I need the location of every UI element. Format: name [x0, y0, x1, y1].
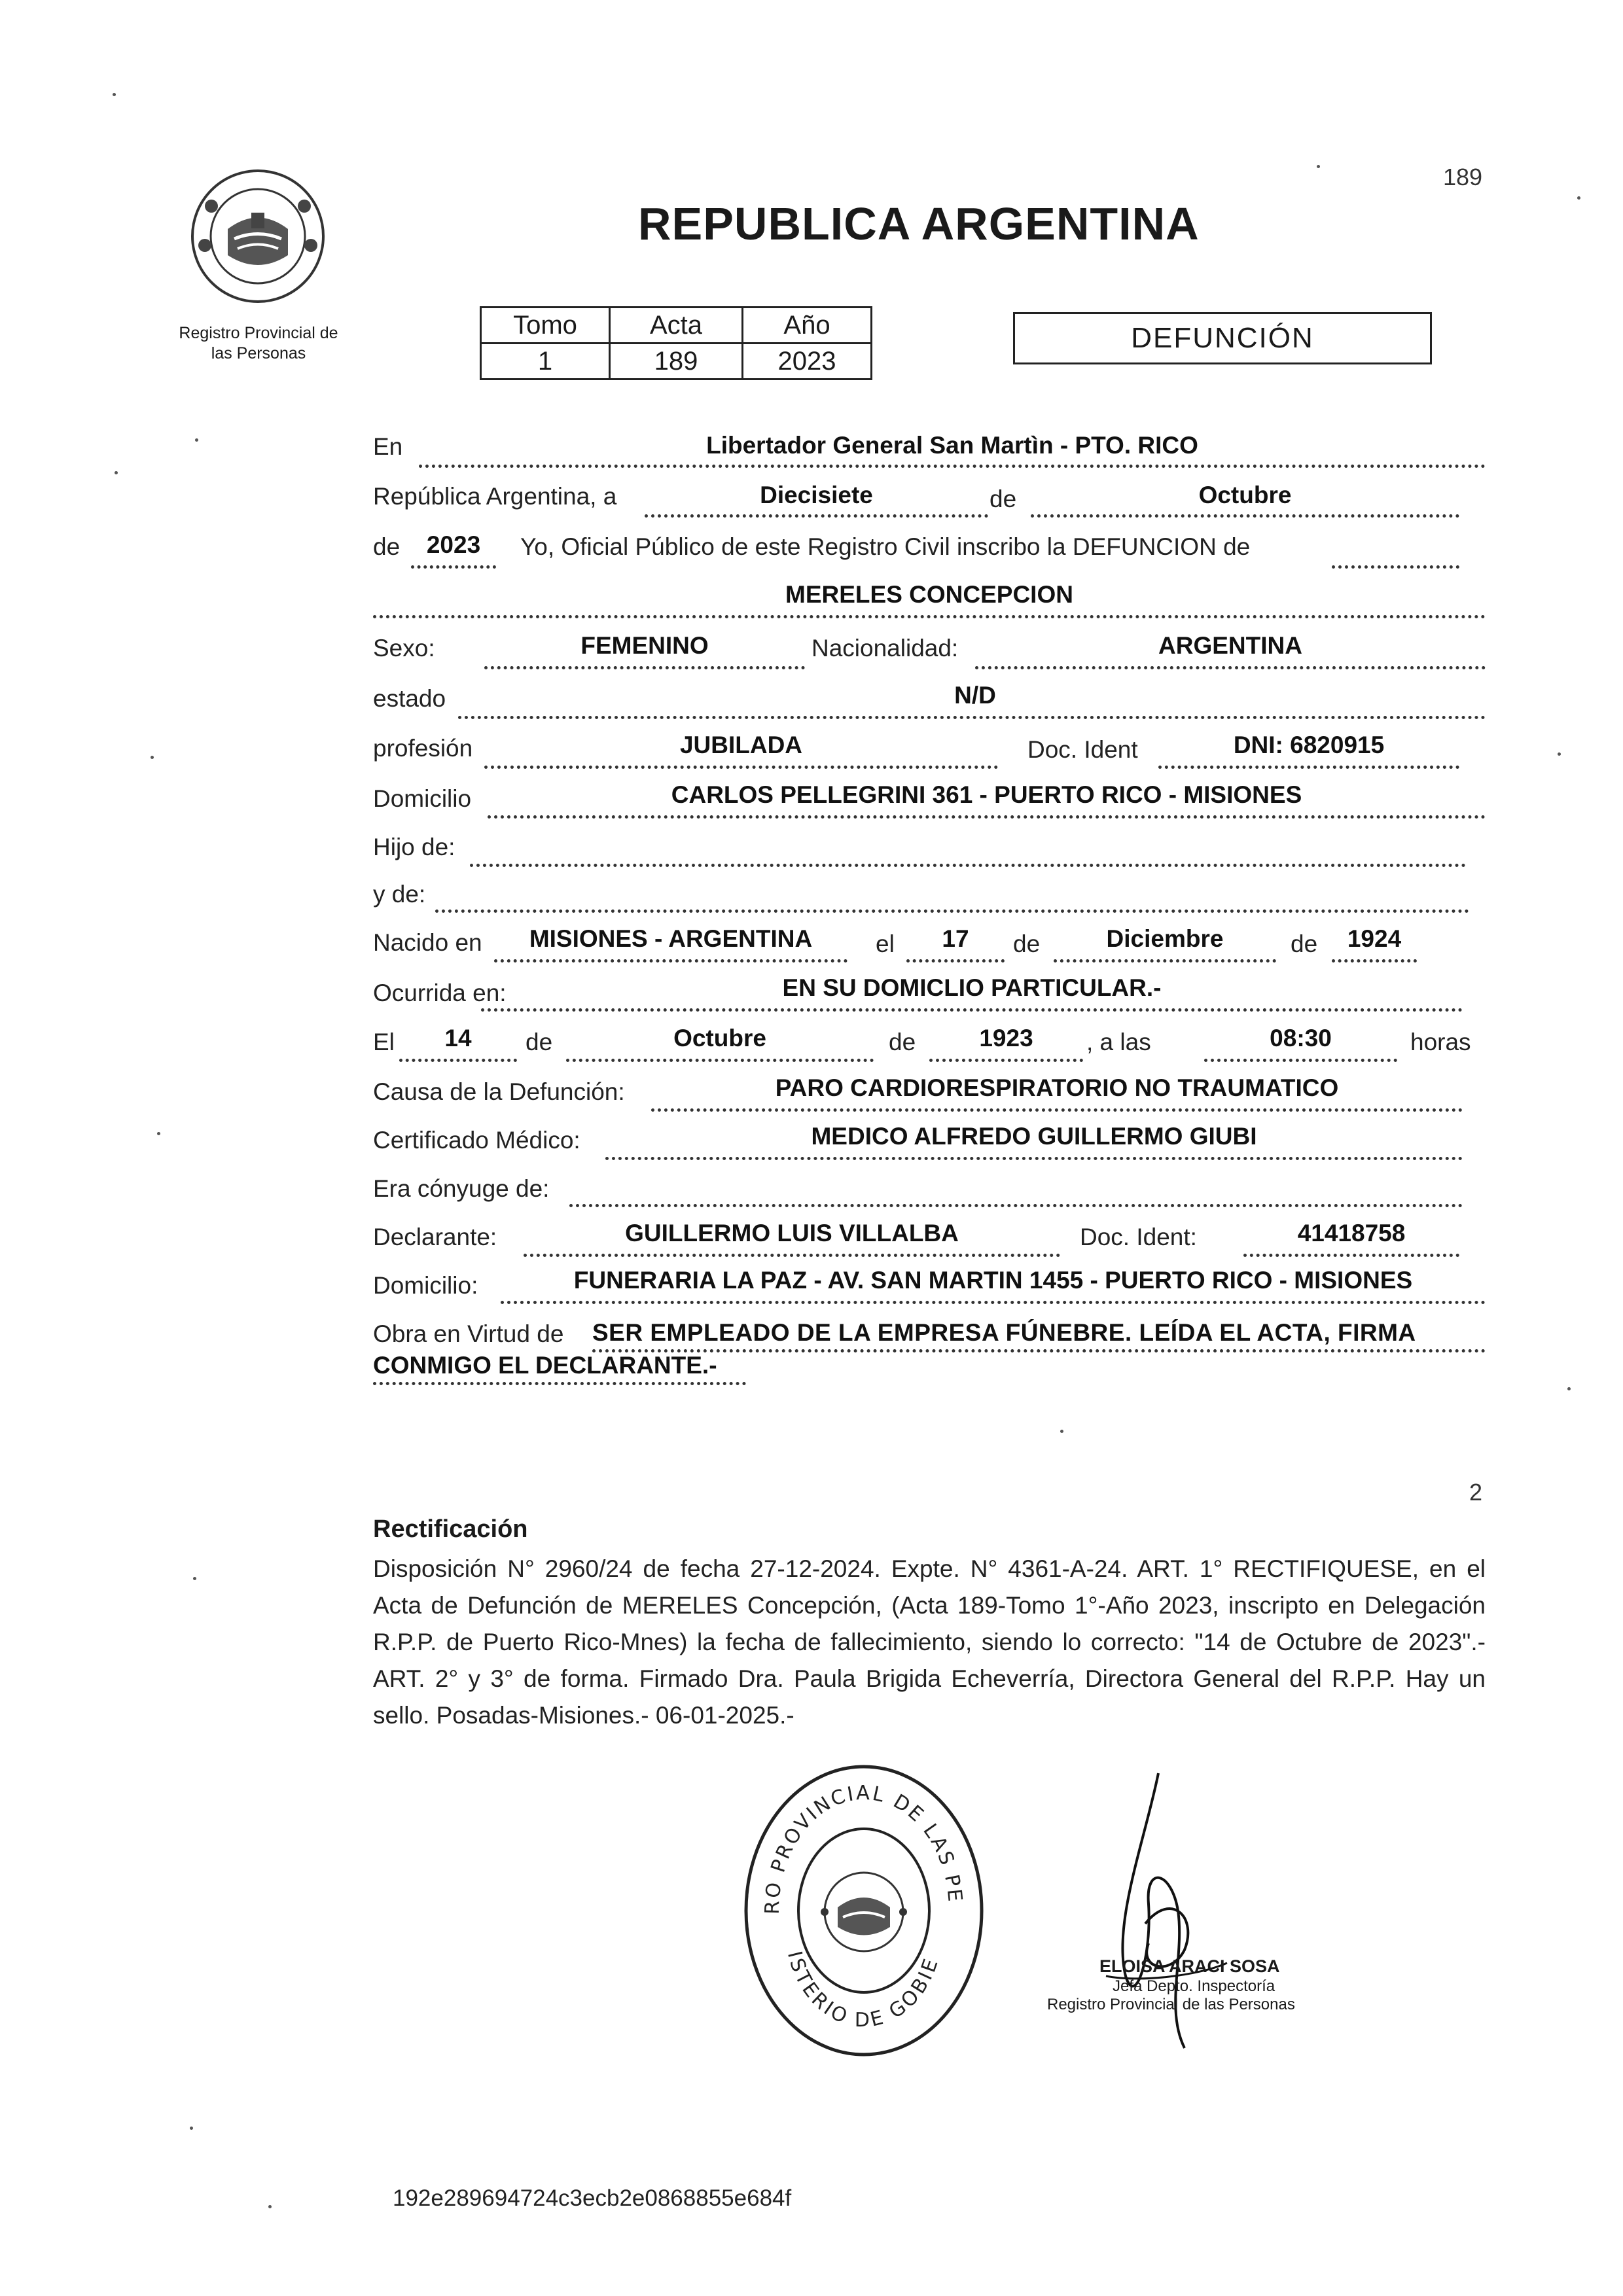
page-title: REPUBLICA ARGENTINA	[638, 198, 1200, 249]
dotted-line	[1158, 766, 1459, 769]
label-de: de	[990, 486, 1017, 512]
signatory-role: Jefa Depto. Inspectoría	[1113, 1977, 1275, 1995]
dotted-line	[569, 1204, 1463, 1207]
scan-speck	[113, 93, 116, 96]
scan-speck	[1567, 1387, 1571, 1390]
value-declarante: GUILLERMO LUIS VILLALBA	[625, 1220, 959, 1246]
value-domicilio: CARLOS PELLEGRINI 361 - PUERTO RICO - MISIONES	[671, 781, 1302, 808]
page-mark: 2	[1469, 1479, 1483, 1506]
dotted-line	[906, 959, 1005, 963]
value-ocurrida-en: EN SU DOMICLIO PARTICULAR.-	[782, 974, 1162, 1001]
label-declarante: Declarante:	[373, 1224, 497, 1250]
label-profesion: profesión	[373, 735, 473, 762]
dotted-line	[488, 815, 1486, 819]
signatory-name: ELOISA ARACI SOSA	[1099, 1956, 1280, 1976]
dotted-line	[566, 1059, 874, 1062]
scan-speck	[195, 438, 198, 442]
value-nacionalidad: ARGENTINA	[1158, 632, 1302, 659]
label-de: de	[526, 1029, 553, 1055]
dotted-line	[470, 864, 1466, 867]
table-value-acta: 189	[610, 344, 743, 380]
value-nacido-en: MISIONES - ARGENTINA	[529, 925, 813, 952]
value-fallecimiento-anio: 1923	[979, 1025, 1033, 1051]
value-nombre: MERELES CONCEPCION	[785, 581, 1073, 608]
table-header-tomo: Tomo	[481, 308, 610, 344]
value-declarante-domicilio: FUNERARIA LA PAZ - AV. SAN MARTIN 1455 - PUERTO RICO - MISIONES	[573, 1267, 1413, 1294]
value-estado: N/D	[954, 682, 996, 709]
rectificacion-title: Rectificación	[373, 1515, 528, 1543]
dotted-line	[1332, 959, 1417, 963]
dotted-line	[975, 666, 1486, 669]
scan-speck	[151, 756, 154, 759]
dotted-line	[484, 766, 998, 769]
dotted-line	[411, 565, 496, 569]
dotted-line	[484, 666, 805, 669]
official-seal	[740, 1760, 988, 2061]
table-value-tomo: 1	[481, 344, 610, 380]
label-de: de	[889, 1029, 916, 1055]
scan-speck	[1060, 1430, 1063, 1433]
dotted-line	[1243, 1254, 1459, 1257]
value-obra-line1: SER EMPLEADO DE LA EMPRESA FÚNEBRE. LEÍDA EL ACTA, FIRMA	[592, 1319, 1416, 1346]
svg-text:MINISTERIO DE GOBIERNO: ISTERIO DE GOBIE	[783, 1949, 944, 2032]
label-nacido-en: Nacido en	[373, 929, 482, 956]
table-value-anio: 2023	[742, 344, 871, 380]
label-doc-ident: Doc. Ident	[1027, 736, 1138, 763]
label-conyuge: Era cónyuge de:	[373, 1175, 550, 1202]
dotted-line	[373, 1382, 746, 1385]
dotted-line	[373, 615, 1486, 618]
dotted-line	[1031, 514, 1459, 518]
dotted-line	[399, 1059, 517, 1062]
scan-speck	[1317, 165, 1320, 168]
value-profesion: JUBILADA	[679, 732, 803, 758]
value-hora: 08:30	[1270, 1025, 1332, 1051]
book-reference-table	[480, 306, 872, 380]
dotted-line	[494, 959, 847, 963]
page-number: 189	[1443, 164, 1483, 190]
label-nacionalidad: Nacionalidad:	[812, 635, 959, 662]
table-header-anio: Año	[742, 308, 871, 344]
label-y-de: y de:	[373, 881, 426, 908]
scan-speck	[157, 1132, 160, 1135]
label-causa: Causa de la Defunción:	[373, 1078, 625, 1105]
label-sexo: Sexo:	[373, 635, 435, 662]
dotted-line	[592, 1349, 1486, 1352]
label-domicilio: Domicilio	[373, 785, 472, 812]
value-fallecimiento-dia: 14	[444, 1025, 472, 1051]
value-lugar: Libertador General San Martìn - PTO. RICO	[706, 432, 1198, 459]
dotted-line	[929, 1059, 1083, 1062]
label-obra-en-virtud: Obra en Virtud de	[373, 1320, 564, 1347]
dotted-line	[501, 1301, 1486, 1304]
label-ocurrida-en: Ocurrida en:	[373, 980, 507, 1006]
svg-text:REGISTRO PROVINCIAL DE LAS PER: RO PROVINCIAL DE LAS PE	[760, 1782, 967, 1915]
province-logo	[188, 167, 327, 308]
label-doc-ident-declarante: Doc. Ident:	[1080, 1224, 1197, 1250]
signatory-org: Registro Provincial de las Personas	[1047, 1996, 1295, 2013]
label-domicilio-declarante: Domicilio:	[373, 1272, 478, 1299]
dotted-line	[458, 716, 1486, 719]
dotted-line	[481, 1008, 1463, 1012]
dotted-line	[1332, 565, 1459, 569]
rectificacion-text: Disposición N° 2960/24 de fecha 27-12-2024. Expte. N° 4361-A-24. ART. 1° RECTIFIQUESE, en el Acta de Defunción de MERELES Concepción, (Acta 189-Tomo 1°-Año 2023, inscripto en Delegación R.P.P. de Puerto Rico-Mnes) la fecha de fallecimiento, siendo lo correcto: "14 de Octubre de 2023".- ART. 2° y 3° de forma. Firmado Dra. Paula Brigida Echeverría, Directora General del R.P.P. Hay un sello. Posadas-Misiones.- 06-01-2025.-	[373, 1555, 1486, 1729]
label-de: de	[1291, 930, 1318, 957]
dotted-line	[645, 514, 988, 518]
scan-speck	[193, 1577, 196, 1580]
value-dia-inscripcion: Diecisiete	[760, 482, 873, 508]
scan-speck	[190, 2127, 193, 2130]
scan-speck	[1558, 752, 1561, 756]
label-hijo-de: Hijo de:	[373, 834, 455, 860]
value-declarante-doc: 41418758	[1297, 1220, 1406, 1246]
label-el: el	[876, 930, 895, 957]
dotted-line	[419, 465, 1486, 468]
dotted-line	[435, 910, 1469, 913]
label-de: de	[373, 533, 401, 560]
label-el-fecha: El	[373, 1029, 395, 1055]
value-certificado: MEDICO ALFREDO GUILLERMO GIUBI	[811, 1123, 1257, 1150]
dotted-line	[605, 1157, 1463, 1160]
label-certificado: Certificado Médico:	[373, 1127, 580, 1154]
value-nacimiento-dia: 17	[942, 925, 969, 952]
scan-speck	[115, 471, 118, 474]
value-fallecimiento-mes: Octubre	[673, 1025, 766, 1051]
label-de: de	[1013, 930, 1041, 957]
dotted-line	[1054, 959, 1276, 963]
value-causa: PARO CARDIORESPIRATORIO NO TRAUMATICO	[775, 1074, 1339, 1101]
org-name-line1: Registro Provincial de	[179, 324, 338, 342]
document-type-box: DEFUNCIÓN	[1013, 312, 1432, 364]
label-horas: horas	[1410, 1029, 1471, 1055]
value-mes-inscripcion: Octubre	[1198, 482, 1292, 508]
label-en: En	[373, 433, 403, 460]
table-header-acta: Acta	[610, 308, 743, 344]
value-sexo: FEMENINO	[580, 632, 709, 659]
scan-speck	[1577, 196, 1580, 200]
value-obra-line2: CONMIGO EL DECLARANTE.-	[373, 1352, 717, 1379]
dotted-line	[1204, 1059, 1397, 1062]
label-republica: República Argentina, a	[373, 483, 617, 510]
label-a-las: , a las	[1086, 1029, 1151, 1055]
document-hash: 192e289694724c3ecb2e0868855e684f	[393, 2185, 792, 2211]
value-documento: DNI: 6820915	[1233, 732, 1385, 758]
scan-speck	[268, 2205, 272, 2208]
org-name-line2: las Personas	[211, 344, 306, 362]
label-estado: estado	[373, 685, 446, 712]
value-anio-inscripcion: 2023	[426, 531, 481, 558]
label-oficial-publico: Yo, Oficial Público de este Registro Civil inscribo la DEFUNCION de	[520, 533, 1251, 560]
value-nacimiento-mes: Diciembre	[1106, 925, 1224, 952]
dotted-line	[651, 1108, 1463, 1112]
dotted-line	[524, 1254, 1060, 1257]
value-nacimiento-anio: 1924	[1347, 925, 1402, 952]
